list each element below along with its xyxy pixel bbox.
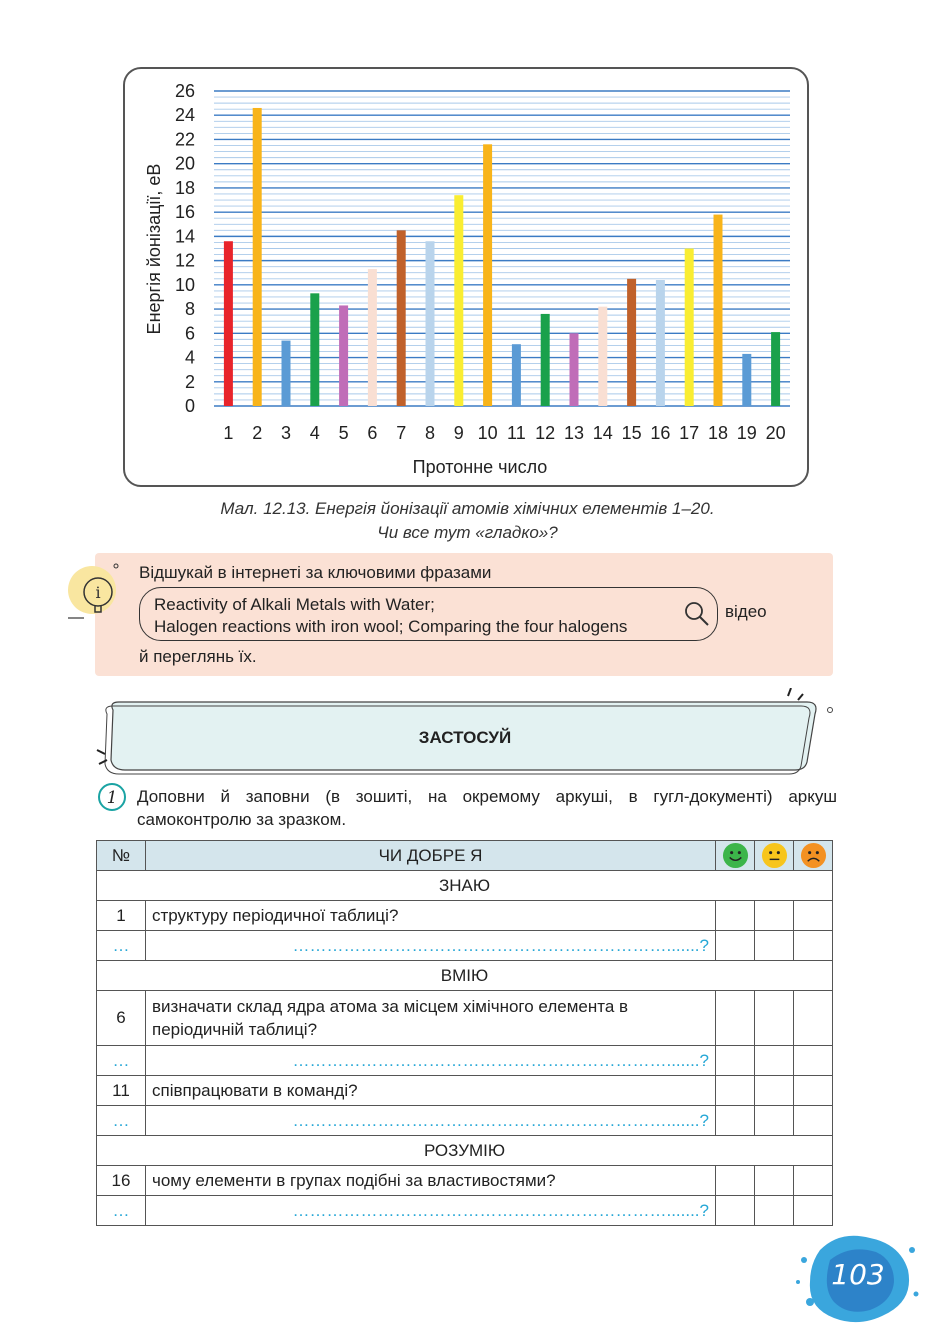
rating-cell[interactable] <box>755 991 794 1046</box>
bar-10 <box>483 144 492 406</box>
section-row-can: ВМІЮ <box>97 961 833 991</box>
y-tick-label: 16 <box>174 202 195 223</box>
bar-19 <box>742 354 751 406</box>
search-phrase-2: Halogen reactions with iron wool; Comparing the four halogens <box>154 617 628 636</box>
bar-17 <box>685 249 694 407</box>
x-tick-label: 5 <box>338 423 349 443</box>
x-tick-label: 8 <box>424 423 436 443</box>
caption-line-2: Чи все тут «гладко»? <box>377 523 558 542</box>
rating-cell[interactable] <box>755 1166 794 1196</box>
x-tick-label: 17 <box>679 423 700 443</box>
search-instruction: Відшукай в інтернеті за ключовими фразами <box>139 563 492 582</box>
bar-5 <box>339 305 348 406</box>
x-tick-label: 16 <box>650 423 671 443</box>
table-row-placeholder: … ………………………………………………………….......? <box>97 931 833 961</box>
figure-caption <box>0 497 935 545</box>
info-lightbulb-icon <box>62 562 122 622</box>
y-tick-label: 20 <box>174 153 195 174</box>
rating-cell[interactable] <box>794 1076 833 1106</box>
section-row-know: ЗНАЮ <box>97 871 833 901</box>
x-tick-label: 12 <box>535 423 556 443</box>
bar-13 <box>570 333 579 406</box>
rating-cell[interactable] <box>755 931 794 961</box>
x-tick-label: 20 <box>765 423 786 443</box>
ionization-energy-chart <box>125 69 811 489</box>
rating-cell[interactable] <box>755 901 794 931</box>
rating-cell[interactable] <box>794 1046 833 1076</box>
x-tick-label: 14 <box>592 423 613 443</box>
rating-cell[interactable] <box>716 991 755 1046</box>
chart-frame <box>123 67 809 487</box>
y-tick-label: 10 <box>174 274 195 295</box>
table-row-placeholder: … ………………………………………………………….......? <box>97 1046 833 1076</box>
header-title: ЧИ ДОБРЕ Я <box>146 841 716 871</box>
x-tick-label: 18 <box>707 423 729 443</box>
table-row-placeholder: … ………………………………………………………….......? <box>97 1106 833 1136</box>
search-instruction-end: й переглянь їх. <box>139 647 257 666</box>
x-tick-label: 6 <box>367 423 378 443</box>
y-tick-label: 0 <box>184 396 195 416</box>
bar-14 <box>598 307 607 406</box>
bar-1 <box>224 241 233 406</box>
video-word: відео <box>725 602 767 621</box>
x-axis-title: Протонне число <box>412 457 548 477</box>
search-icon[interactable] <box>683 600 711 628</box>
rating-cell[interactable] <box>716 1076 755 1106</box>
rating-cell[interactable] <box>716 931 755 961</box>
rating-cell[interactable] <box>794 1166 833 1196</box>
x-tick-label: 4 <box>309 423 320 443</box>
bar-4 <box>310 293 319 406</box>
table-row-placeholder: … ………………………………………………………….......? <box>97 1196 833 1226</box>
bar-18 <box>714 215 723 406</box>
bar-6 <box>368 269 377 406</box>
rating-cell[interactable] <box>716 1166 755 1196</box>
sad-face-icon <box>794 841 833 871</box>
caption-line-1: Мал. 12.13. Енергія йонізації атомів хімічних елементів 1–20. <box>220 499 715 518</box>
table-row: 6 визначати склад ядра атома за місцем хімічного елемента в періодичній таблиці? <box>97 991 833 1046</box>
rating-cell[interactable] <box>755 1106 794 1136</box>
x-tick-label: 13 <box>563 423 585 443</box>
bar-8 <box>426 241 435 406</box>
table-row: 11 співпрацювати в команді? <box>97 1076 833 1106</box>
rating-cell[interactable] <box>716 1046 755 1076</box>
y-tick-label: 12 <box>174 250 195 271</box>
search-phrase-1: Reactivity of Alkali Metals with Water; <box>154 595 435 614</box>
task-number-badge <box>97 782 127 812</box>
bar-2 <box>253 108 262 406</box>
y-tick-label: 14 <box>174 226 195 247</box>
page-number-badge <box>790 1230 920 1330</box>
bar-15 <box>627 279 636 406</box>
y-tick-label: 22 <box>174 129 195 150</box>
rating-cell[interactable] <box>794 1196 833 1226</box>
bar-3 <box>282 341 291 406</box>
bar-16 <box>656 280 665 406</box>
table-row: 16 чому елементи в групах подібні за властивостями? <box>97 1166 833 1196</box>
bar-11 <box>512 344 521 406</box>
rating-cell[interactable] <box>794 901 833 931</box>
section-row-understand: РОЗУМІЮ <box>97 1136 833 1166</box>
y-tick-label: 4 <box>184 347 195 368</box>
y-axis-title: Енергія йонізації, еВ <box>144 163 164 335</box>
task-text: Доповни й заповни (в зошиті, на окремому аркуші, в гугл-документі) аркуш самоконтролю за зразком. <box>137 787 837 829</box>
bar-9 <box>454 195 463 406</box>
rating-cell[interactable] <box>794 991 833 1046</box>
y-tick-label: 6 <box>184 323 195 344</box>
x-tick-label: 11 <box>507 423 526 443</box>
rating-cell[interactable] <box>755 1046 794 1076</box>
table-header-row <box>97 841 833 871</box>
x-tick-label: 2 <box>252 423 263 443</box>
x-tick-label: 1 <box>223 423 234 443</box>
section-banner-title: ЗАСТОСУЙ <box>418 728 512 747</box>
search-phrases-field[interactable] <box>139 587 718 641</box>
rating-cell[interactable] <box>794 931 833 961</box>
table-row: 1 структуру періодичної таблиці? <box>97 901 833 931</box>
y-tick-label: 2 <box>184 371 195 392</box>
rating-cell[interactable] <box>794 1106 833 1136</box>
x-tick-label: 9 <box>453 423 464 443</box>
x-tick-label: 10 <box>477 423 498 443</box>
y-tick-label: 26 <box>174 81 195 101</box>
y-tick-label: 24 <box>174 105 195 126</box>
page-number: 103 <box>831 1258 885 1291</box>
y-tick-label: 8 <box>184 299 195 320</box>
rating-cell[interactable] <box>755 1076 794 1106</box>
x-tick-label: 15 <box>621 423 642 443</box>
happy-face-icon <box>716 841 755 871</box>
x-tick-label: 3 <box>280 423 292 443</box>
bar-7 <box>397 230 406 406</box>
header-number: № <box>97 841 146 871</box>
bar-12 <box>541 314 550 406</box>
svg-text:i: i <box>95 583 101 602</box>
bar-20 <box>771 332 780 406</box>
x-tick-label: 19 <box>736 423 757 443</box>
y-tick-label: 18 <box>174 177 195 198</box>
rating-cell[interactable] <box>716 1106 755 1136</box>
x-tick-label: 7 <box>396 423 407 443</box>
self-check-table <box>96 840 833 1226</box>
rating-cell[interactable] <box>716 901 755 931</box>
svg-text:1: 1 <box>106 788 118 808</box>
neutral-face-icon <box>755 841 794 871</box>
rating-cell[interactable] <box>716 1196 755 1226</box>
rating-cell[interactable] <box>755 1196 794 1226</box>
